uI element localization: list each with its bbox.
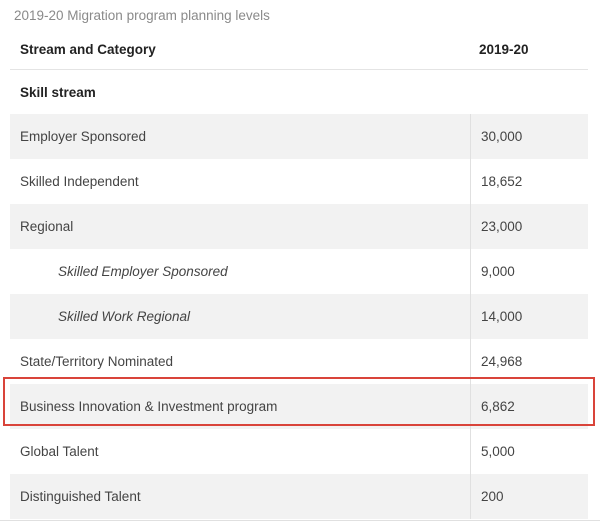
subcategory-name: Skilled Work Regional [58,309,191,324]
table-caption: 2019-20 Migration program planning levels [14,8,270,23]
column-header-stream: Stream and Category [20,42,156,57]
subcategory-name: Skilled Employer Sponsored [58,264,228,279]
category-value: 9,000 [470,249,588,294]
table-row [10,204,588,249]
column-header-year: 2019-20 [479,42,529,57]
category-value: 200 [470,474,588,519]
section-row-skill-stream [10,70,588,114]
planning-levels-table [10,30,588,519]
category-value: 18,652 [470,159,588,204]
table-row [10,294,588,339]
category-name: State/Territory Nominated [20,354,174,369]
table-row [10,114,588,159]
table-row [10,474,588,519]
category-value: 14,000 [470,294,588,339]
table-row-highlighted [10,384,588,429]
category-name: Regional [20,219,74,234]
category-name: Global Talent [20,444,99,459]
category-value: 23,000 [470,204,588,249]
category-value: 30,000 [470,114,588,159]
category-name: Employer Sponsored [20,129,147,144]
category-name: Distinguished Talent [20,489,141,504]
table-row [10,339,588,384]
category-value: 24,968 [470,339,588,384]
table-row [10,249,588,294]
category-name: Business Innovation & Investment program [20,399,278,414]
table-header-row [10,30,588,70]
table-row [10,429,588,474]
category-name: Skilled Independent [20,174,139,189]
category-value: 6,862 [470,384,588,429]
category-value: 5,000 [470,429,588,474]
section-label: Skill stream [20,84,96,100]
table-row [10,159,588,204]
